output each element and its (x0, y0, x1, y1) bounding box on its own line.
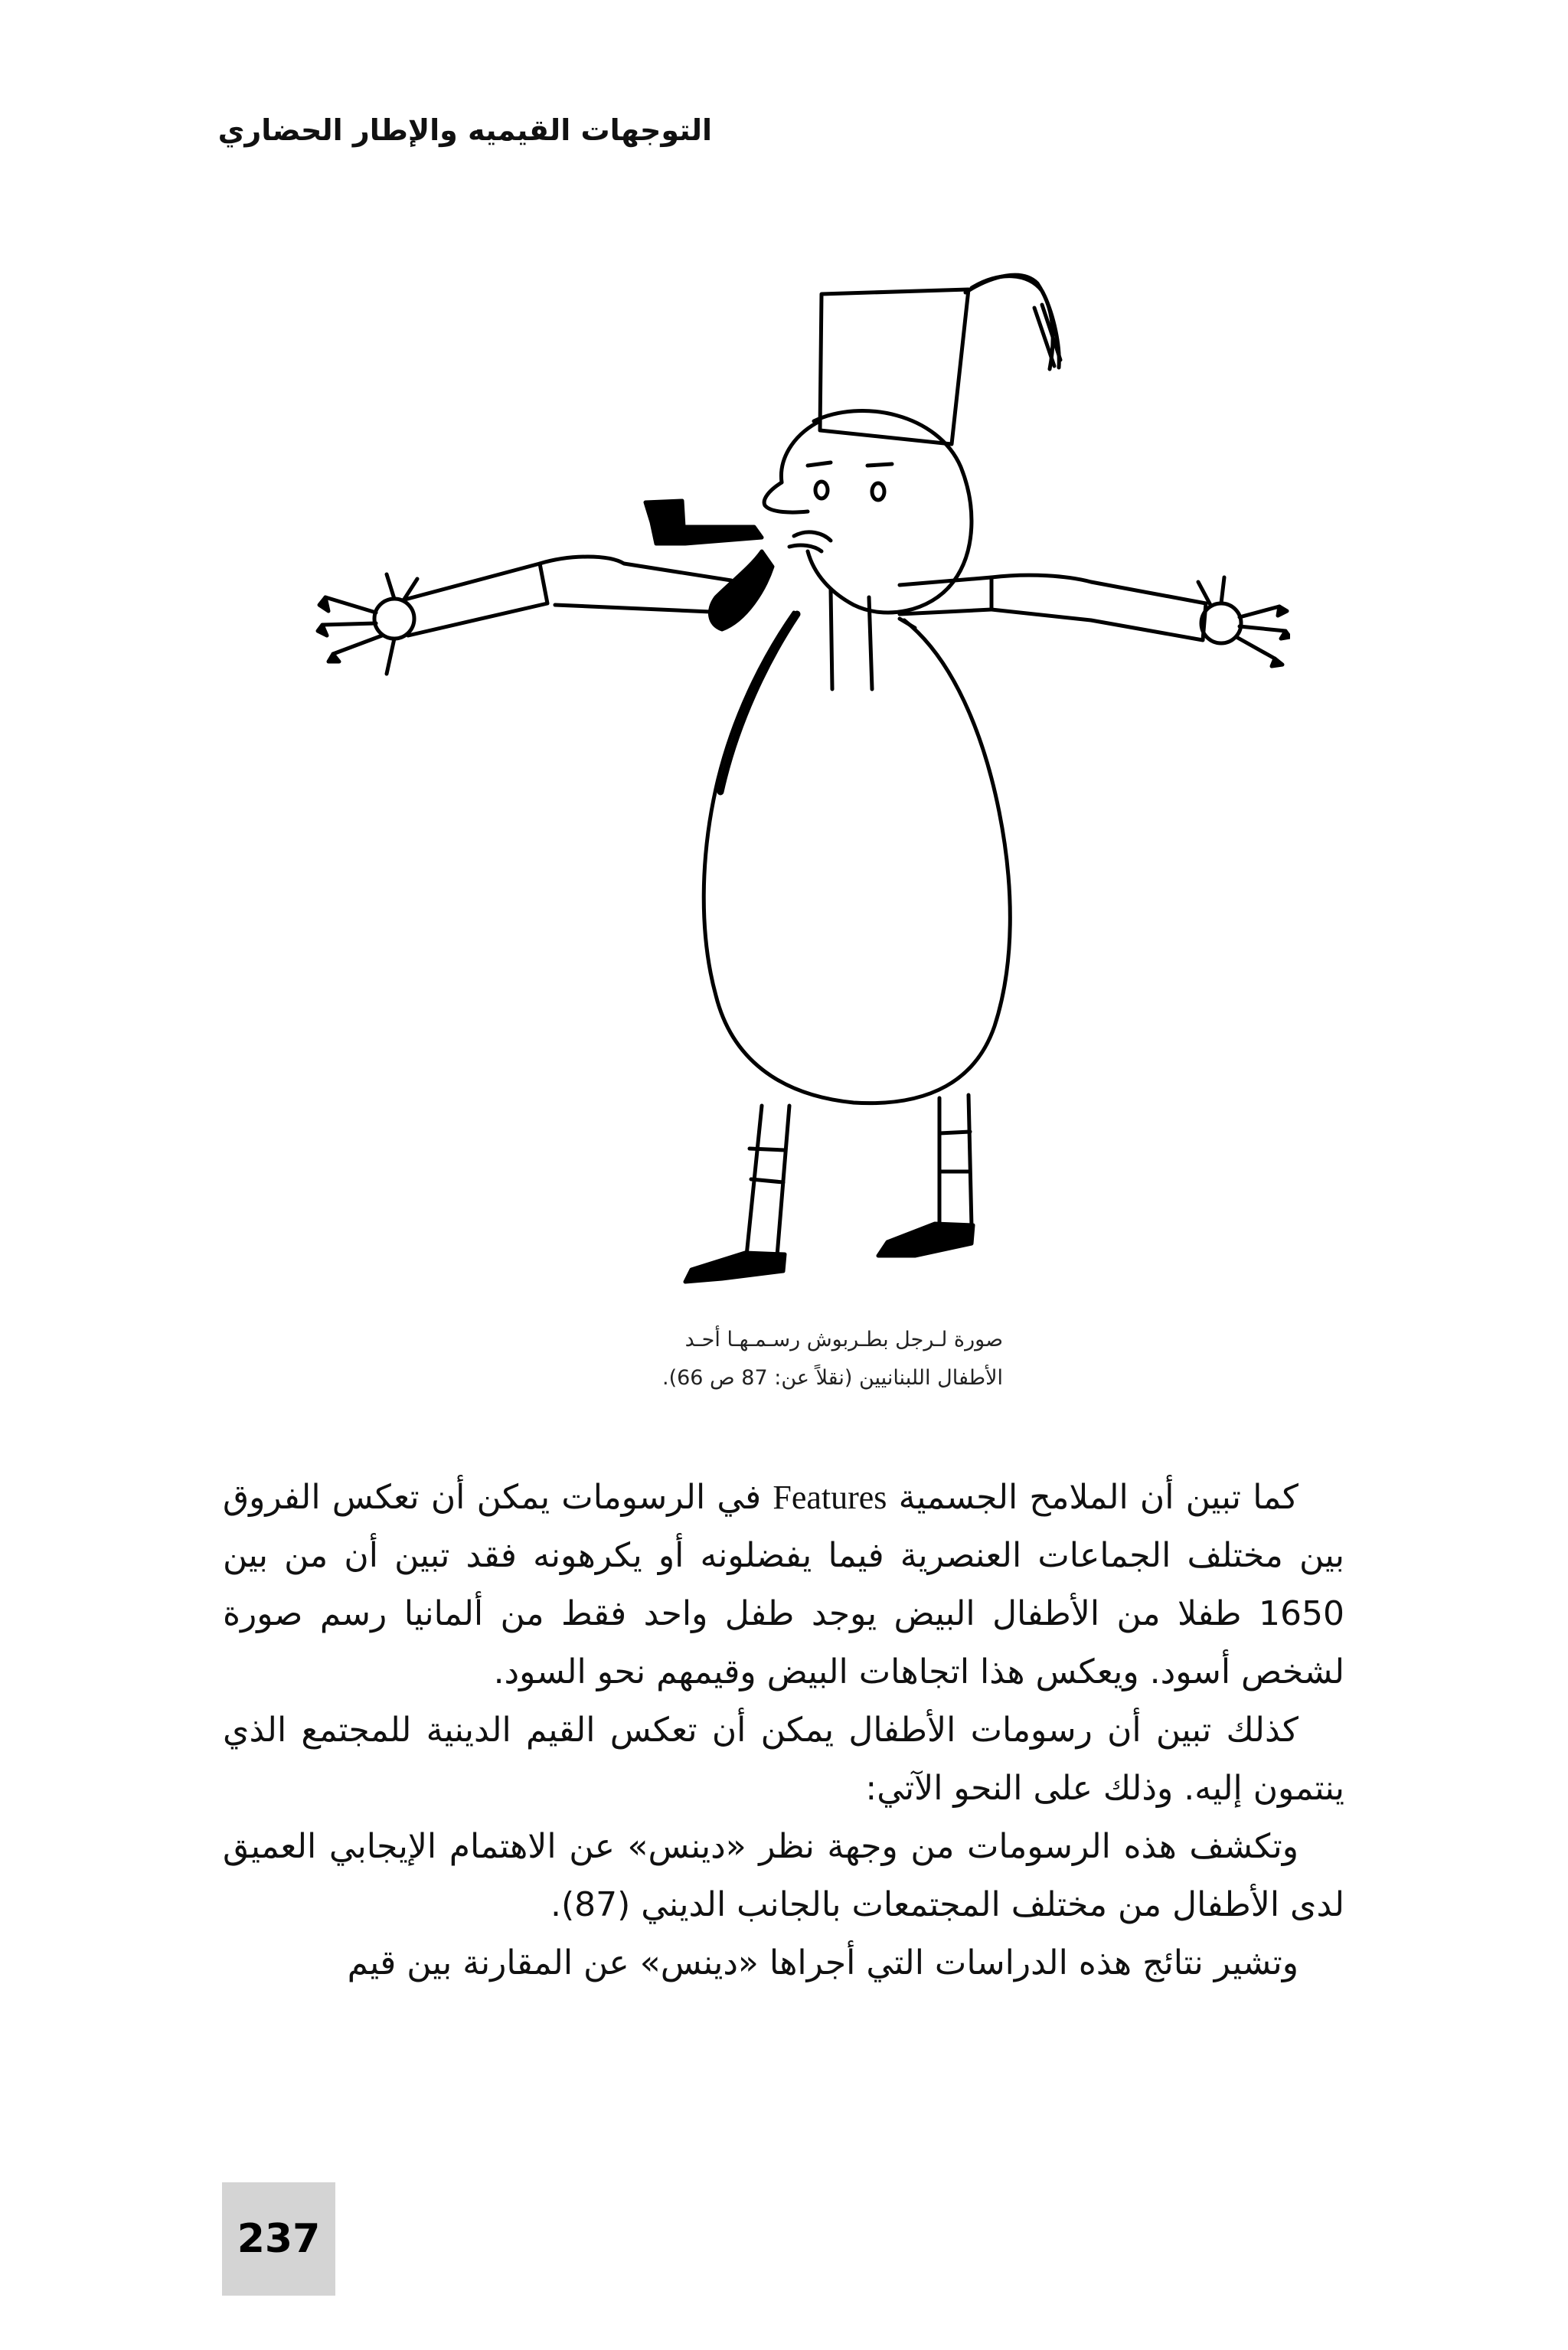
paragraph-2: كذلك تبين أن رسومات الأطفال يمكن أن تعكس القيم الدينية للمجتمع الذي ينتمون إليه. وذلك على النحو الآتي: (223, 1711, 1344, 1808)
tarboosh (820, 275, 1060, 444)
paragraph-4: وتشير نتائج هذه الدراسات التي أجراها «دينس» عن المقارنة بين قيم (347, 1943, 1298, 1982)
beard (710, 551, 773, 629)
left-arm (402, 557, 731, 636)
page-number: 237 (237, 2216, 321, 2262)
figure-caption (314, 1321, 1003, 1397)
caption-line-2: الأطفال اللبنانيين (نقلاً عن: 87 ص 66). (662, 1366, 1003, 1390)
body-text (223, 1469, 1344, 1992)
paragraph-1-term: Features (773, 1479, 887, 1516)
pipe (645, 501, 762, 544)
coat-body (704, 613, 1010, 1103)
page-number-box (222, 2182, 335, 2296)
caption-line-1: صورة لـرجل بطـربوش رسـمـهـا أحـد (684, 1328, 1003, 1351)
right-shoe (878, 1224, 973, 1256)
running-header: التوجهات القيميه والإطار الحضاري (217, 113, 712, 147)
left-shoe (685, 1253, 785, 1282)
paragraph-1-after-term: في الرسومات يمكن أن تعكس الفروق بين مختلف الجماعات العنصرية فيما يفضلونه أو يكرهونه فقد تبين أن من بين 1650 طفلا من الأطفال البيض يوجد طفل واحد فقط من ألمانيا رسم صورة لشخص أسود. ويعكس هذا اتجاهات البيض وقيمهم نحو السود. (223, 1478, 1344, 1691)
right-arm (900, 575, 1206, 640)
child-drawing-man-with-tarboosh (302, 260, 1290, 1286)
paragraph-3: وتكشف هذه الرسومات من وجهة نظر «دينس» عن الاهتمام الإيجابي العميق لدى الأطفال من مختلف المجتمعات بالجانب الديني (87). (223, 1827, 1344, 1924)
left-hand (318, 574, 417, 674)
paragraph-1 (223, 1469, 1344, 1701)
right-hand (1198, 577, 1290, 666)
paragraph-1-before-term: كما تبين أن الملامح الجسمية (898, 1478, 1298, 1517)
